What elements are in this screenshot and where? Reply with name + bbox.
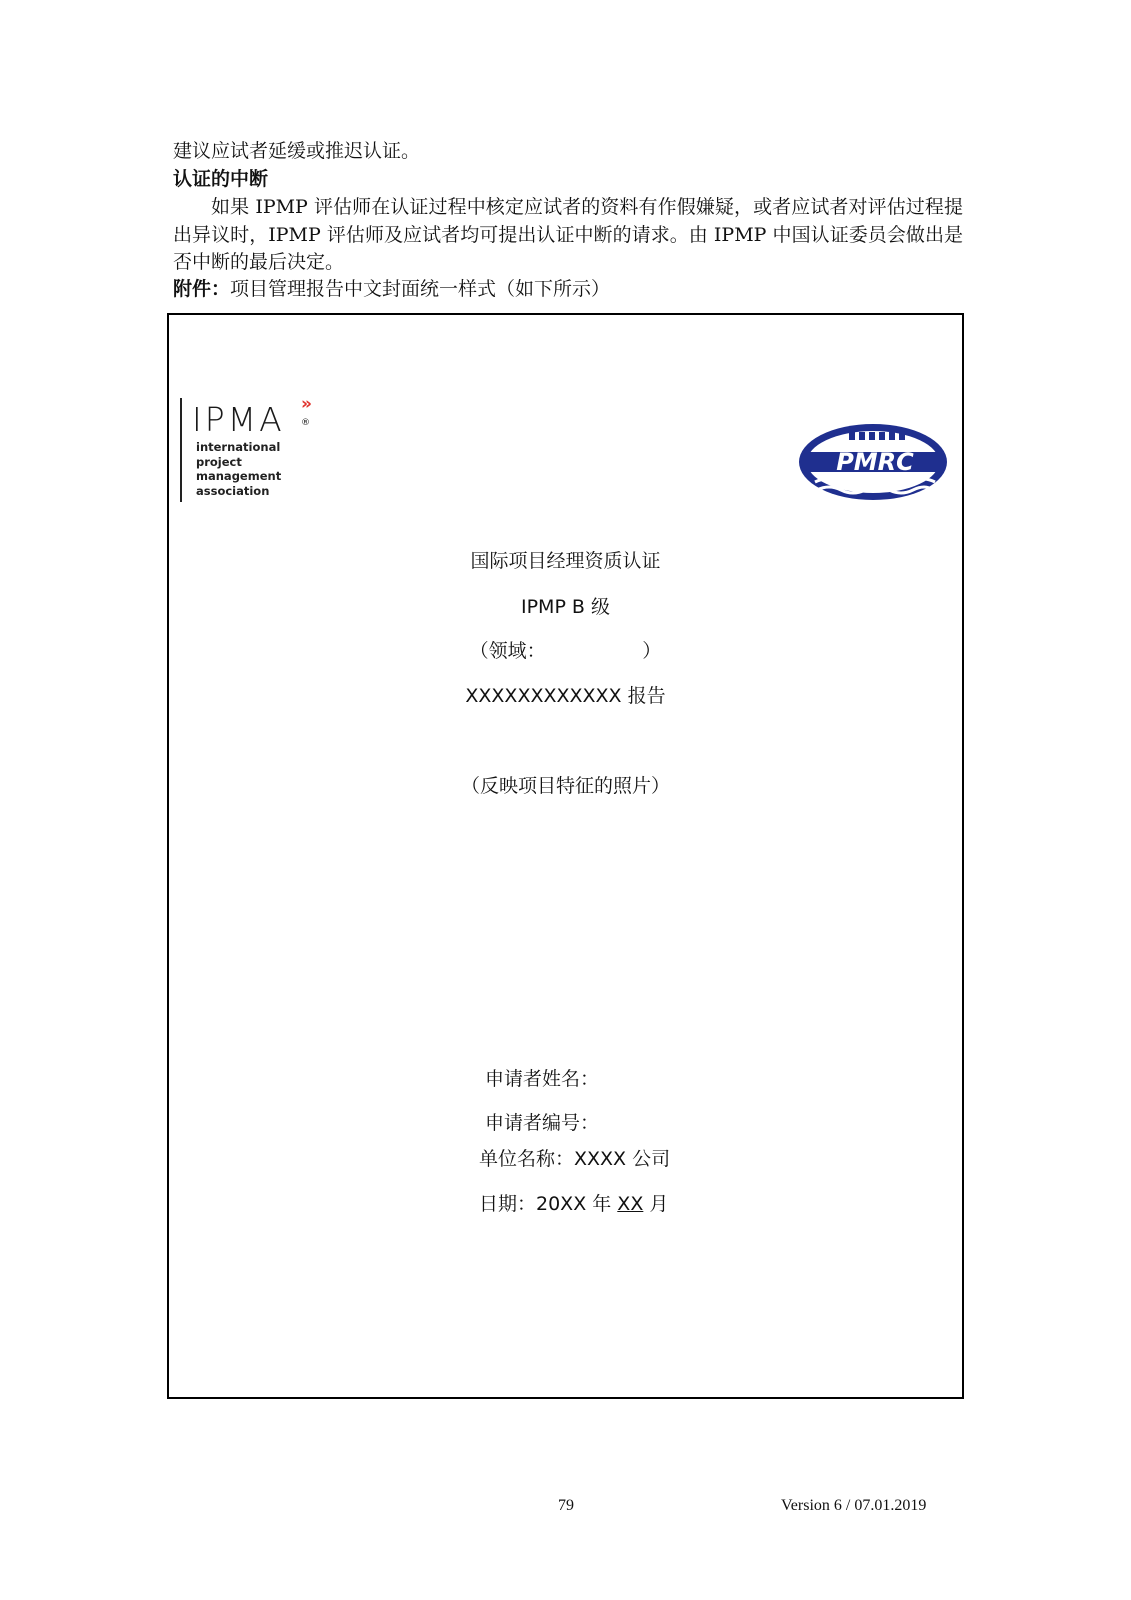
date-line bbox=[479, 1189, 668, 1216]
ipma-line-association: association bbox=[196, 483, 270, 498]
cover-title: 国际项目经理资质认证 bbox=[470, 550, 661, 572]
registered-mark: ® bbox=[301, 418, 310, 428]
ipma-logo-word: IPMA bbox=[192, 400, 285, 439]
paragraph-postpone: 建议应试者延缓或推迟认证。 bbox=[173, 140, 421, 162]
ipma-chevron-icon: » bbox=[301, 394, 312, 414]
version-label: Version 6 / 07.01.2019 bbox=[781, 1497, 927, 1514]
cover-report: XXXXXXXXXXXX 报告 bbox=[465, 685, 666, 707]
ipma-logo-bar bbox=[180, 398, 182, 502]
attachment-text: 项目管理报告中文封面统一样式（如下所示） bbox=[230, 278, 611, 300]
ipma-logo bbox=[180, 394, 350, 504]
cover-domain: （领域： ） bbox=[469, 640, 662, 662]
attachment-line bbox=[173, 276, 963, 304]
paragraph-interruption: 如果 IPMP 评估师在认证过程中核定应试者的资料有作假嫌疑，或者应试者对评估过程提出异议时，IPMP 评估师及应试者均可提出认证中断的请求。由 IPMP 中国认证委员会做出是否中断的最后决定。 bbox=[173, 196, 963, 273]
page-number: 79 bbox=[558, 1497, 574, 1514]
ipma-line-project: project bbox=[196, 454, 242, 469]
pmrc-logo bbox=[797, 420, 949, 502]
heading-interruption: 认证的中断 bbox=[173, 168, 269, 190]
pmrc-logo-text: PMRC bbox=[836, 448, 914, 476]
attachment-label: 附件： bbox=[173, 278, 231, 300]
date-suffix: 月 bbox=[643, 1193, 669, 1215]
ipma-line-management: management bbox=[196, 469, 282, 483]
date-prefix: 日期：20XX 年 bbox=[479, 1193, 618, 1215]
unit-name-label: 单位名称：XXXX 公司 bbox=[479, 1148, 671, 1170]
ipma-logo-subtitle bbox=[196, 440, 281, 498]
applicant-name-label: 申请者姓名： bbox=[485, 1068, 600, 1090]
date-month: XX bbox=[617, 1193, 644, 1215]
cover-photo-hint: （反映项目特征的照片） bbox=[460, 775, 670, 797]
applicant-id-label: 申请者编号： bbox=[485, 1112, 600, 1134]
cover-level: IPMP B 级 bbox=[520, 596, 611, 618]
ipma-line-international: international bbox=[196, 440, 281, 454]
